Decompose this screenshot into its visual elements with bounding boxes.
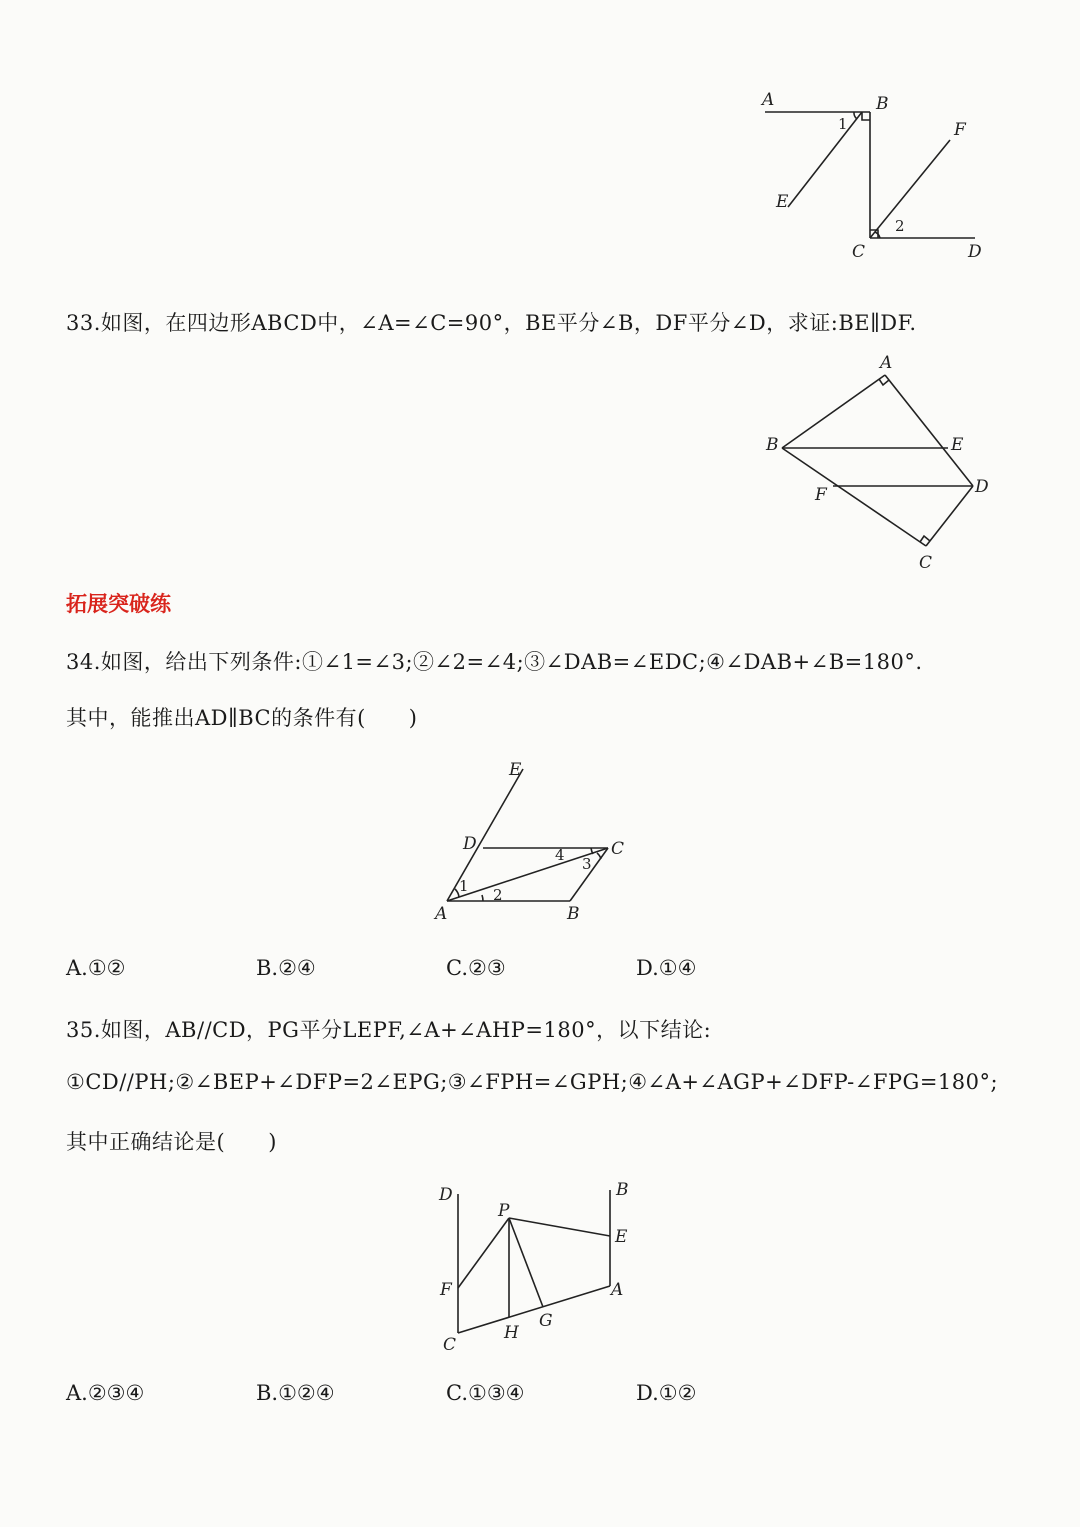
label-E: E (951, 435, 964, 455)
label-A: A (880, 353, 893, 373)
figure-q32-svg (750, 85, 1010, 270)
figure-q34 (425, 755, 645, 930)
label-angle3: 3 (582, 855, 592, 873)
q34-option-b[interactable]: B.②④ (256, 956, 316, 980)
label-D: D (463, 834, 477, 854)
section-title: 拓展突破练 (66, 592, 171, 616)
q35-option-c[interactable]: C.①③④ (446, 1381, 525, 1405)
label-H: H (504, 1323, 519, 1343)
label-C: C (443, 1335, 457, 1355)
q34-line2: 其中，能推出AD∥BC的条件有( ) (66, 706, 418, 730)
q35-line2: ①CD//PH;②∠BEP+∠DFP=2∠EPG;③∠FPH=∠GPH;④∠A+∠AGP+∠DFP-∠FPG=180°; (66, 1070, 999, 1094)
label-E: E (776, 192, 789, 212)
q35-line1: 35.如图，AB//CD，PG平分LEPF,∠A+∠AHP=180°，以下结论: (66, 1018, 712, 1042)
q33-text: 33.如图，在四边形ABCD中，∠A=∠C=90°，BE平分∠B，DF平分∠D，求证:BE∥DF. (66, 311, 917, 335)
q34-option-a[interactable]: A.①② (66, 956, 126, 980)
arc-angle2 (482, 895, 483, 901)
label-B: B (766, 435, 779, 455)
label-E: E (615, 1227, 628, 1247)
label-P: P (498, 1201, 510, 1221)
q34-option-c[interactable]: C.②③ (446, 956, 506, 980)
label-C: C (611, 839, 625, 859)
line-BE (788, 112, 862, 207)
line-CB (782, 448, 926, 546)
figure-q34-svg (425, 755, 645, 930)
label-C: C (852, 242, 866, 262)
label-B: B (616, 1180, 629, 1200)
label-angle1: 1 (838, 115, 848, 133)
label-B: B (567, 904, 580, 924)
label-D: D (968, 242, 982, 262)
right-angle-B (862, 112, 870, 120)
figure-q35-svg (430, 1178, 650, 1358)
right-angle-A (879, 379, 889, 385)
line-BA (782, 375, 885, 448)
label-A: A (435, 904, 448, 924)
label-A: A (611, 1280, 624, 1300)
label-F: F (440, 1280, 452, 1300)
label-D: D (439, 1185, 453, 1205)
label-D: D (975, 477, 989, 497)
figure-q35 (430, 1178, 650, 1358)
label-B: B (876, 94, 889, 114)
arc-angle3 (597, 853, 601, 859)
label-E: E (509, 760, 522, 780)
label-A: A (762, 90, 775, 110)
line-PG (509, 1218, 543, 1307)
line-AD (885, 375, 973, 486)
label-F: F (954, 120, 966, 140)
q34-option-d[interactable]: D.①④ (636, 956, 697, 980)
label-C: C (919, 553, 933, 573)
label-F: F (815, 485, 827, 505)
q35-option-d[interactable]: D.①② (636, 1381, 697, 1405)
figure-q33 (760, 350, 1000, 575)
label-angle4: 4 (555, 846, 565, 864)
line-PE (509, 1218, 610, 1236)
q35-option-a[interactable]: A.②③④ (66, 1381, 145, 1405)
right-angle-C (920, 536, 930, 542)
label-G: G (539, 1311, 553, 1331)
q34-line1: 34.如图，给出下列条件:①∠1=∠3;②∠2=∠4;③∠DAB=∠EDC;④∠DAB+∠B=180°. (66, 650, 923, 674)
line-DC (926, 486, 973, 546)
q35-line3: 其中正确结论是( ) (66, 1130, 277, 1154)
figure-q32 (750, 85, 1010, 270)
arc-angle1 (854, 112, 857, 119)
label-angle2: 2 (493, 886, 503, 904)
label-angle1: 1 (459, 877, 469, 895)
label-angle2: 2 (895, 217, 905, 235)
line-FP (458, 1218, 509, 1288)
q35-option-b[interactable]: B.①②④ (256, 1381, 335, 1405)
line-CF (870, 140, 950, 238)
figure-q33-svg (760, 350, 1000, 575)
line-CA (458, 1286, 610, 1333)
